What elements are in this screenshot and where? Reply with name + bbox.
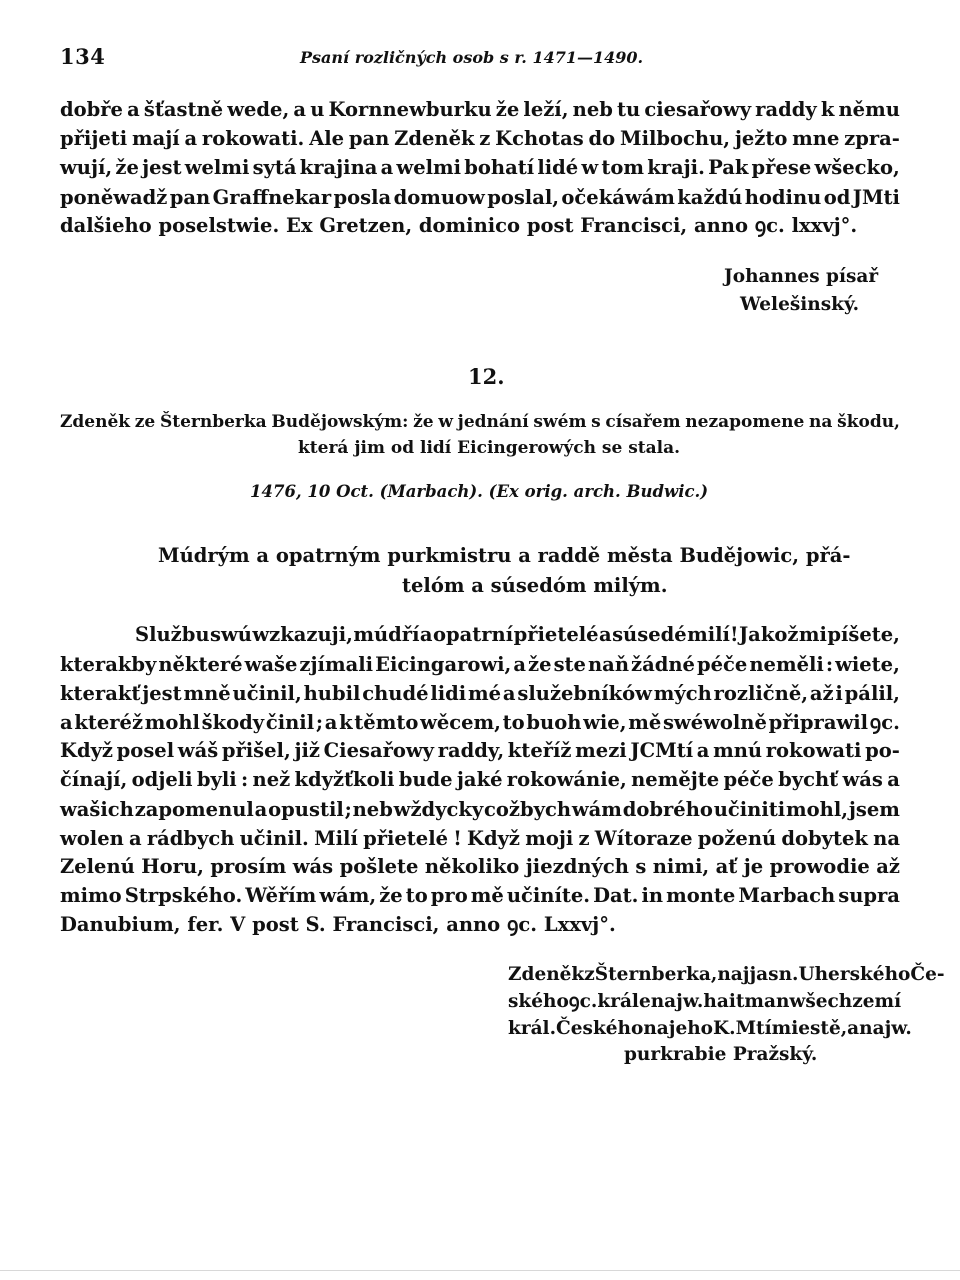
word: :	[241, 768, 249, 791]
word: dobytek	[781, 827, 868, 850]
word: neb	[352, 798, 393, 821]
word: wáš	[177, 739, 219, 762]
word: píšete,	[827, 623, 900, 646]
word: a	[696, 739, 710, 762]
word: Če-	[910, 964, 945, 985]
word: Budějowským:	[271, 412, 409, 432]
word: mě	[470, 884, 504, 907]
word: a	[380, 156, 394, 179]
word: škody	[201, 711, 265, 734]
word: že	[528, 653, 552, 676]
word: šťastně	[143, 98, 224, 121]
word: ste	[553, 653, 586, 676]
word: a	[184, 127, 198, 150]
word: najjasn.	[717, 964, 799, 985]
word: dobře	[60, 98, 123, 121]
word: wiete,	[835, 653, 900, 676]
word: neměli	[749, 653, 824, 676]
word: i	[835, 682, 843, 705]
word: wám,	[319, 884, 377, 907]
word: odjeli	[131, 768, 193, 791]
word: přietelé	[363, 827, 449, 850]
word: wie,	[583, 711, 627, 734]
word: kraji.	[647, 156, 705, 179]
word: poslal,	[487, 186, 560, 209]
word: posla	[333, 186, 392, 209]
word: každú	[677, 186, 743, 209]
word: jest	[142, 156, 182, 179]
word: bude	[398, 768, 453, 791]
word: Šternberka,	[594, 964, 718, 985]
word: a	[324, 711, 338, 734]
word: wěcem,	[420, 711, 501, 734]
word: Wěřím	[245, 884, 317, 907]
word: Milí	[314, 827, 358, 850]
word: těmto	[354, 711, 419, 734]
word: cožbych	[484, 798, 572, 821]
page-number: 134	[60, 44, 106, 69]
word: mě	[628, 711, 662, 734]
body-line	[60, 829, 900, 849]
word: welmi	[396, 156, 462, 179]
word: mají	[131, 127, 180, 150]
word: Českého	[556, 1018, 644, 1039]
letter-11-line	[60, 158, 900, 178]
word: jest	[142, 682, 182, 705]
word: kterakby	[60, 653, 157, 676]
word: Dat.	[593, 884, 639, 907]
word: nemějte	[631, 768, 720, 791]
word: mimo	[60, 884, 122, 907]
word: Graffnekar	[212, 186, 332, 209]
word: přišel,	[221, 739, 291, 762]
word: žádné	[631, 653, 695, 676]
word: na	[809, 412, 833, 432]
word: prowodie	[769, 855, 870, 878]
word: Zelenú	[60, 855, 135, 878]
word: a	[129, 827, 142, 850]
word: súsedé	[612, 623, 687, 646]
word: učinil,	[232, 682, 302, 705]
word: dobrého	[622, 798, 713, 821]
word: raddy,	[437, 739, 505, 762]
word: wšecko,	[814, 156, 900, 179]
word: monte	[666, 884, 736, 907]
word: tu	[617, 98, 641, 121]
word: pálil,	[844, 682, 900, 705]
word: rokowati	[765, 739, 862, 762]
word: naň	[588, 653, 629, 676]
summary-line: která jim od lidí Eicingerowých se stala.	[298, 438, 681, 458]
word: supra	[838, 884, 900, 907]
signature-line: Johannes písař	[724, 266, 879, 287]
word: miestě,	[771, 1018, 848, 1039]
word: mohl,	[786, 798, 849, 821]
word: očekáwám	[561, 186, 675, 209]
letter-11-line	[60, 100, 900, 120]
word: wzkazuji,	[252, 623, 353, 646]
page-header	[60, 44, 900, 74]
word: z	[584, 964, 595, 985]
word: chudé	[362, 682, 429, 705]
word: in	[641, 884, 664, 907]
word: přietelé	[513, 623, 599, 646]
word: opustil	[268, 798, 344, 821]
word: a	[293, 98, 307, 121]
word: Mtí	[735, 1018, 772, 1039]
word: jaké	[456, 768, 503, 791]
signature-line: Welešinský.	[740, 294, 860, 315]
word: jiezdných	[525, 855, 629, 878]
word: Eicingarowi,	[375, 653, 512, 676]
word: jednání	[457, 412, 529, 432]
word: jeho	[668, 1018, 714, 1039]
word: je	[743, 855, 764, 878]
word: bohatí	[464, 156, 535, 179]
signature-line	[508, 993, 900, 1012]
word: ského	[508, 991, 569, 1012]
dating-line: 1476, 10 Oct. (Marbach). (Ex orig. arch. Budwic.)	[250, 482, 709, 501]
word: pro	[430, 884, 468, 907]
signature-line	[508, 1018, 912, 1039]
word: s	[635, 855, 647, 878]
letter-11-line	[60, 188, 900, 208]
word: péče	[697, 653, 748, 676]
word: kdyžťkoli	[294, 768, 395, 791]
word: pan	[169, 186, 211, 209]
address-line: Múdrým a opatrným purkmistru a raddě města Budějowic, přá-	[158, 544, 851, 567]
word: mnú	[713, 739, 763, 762]
word: Když	[467, 827, 520, 850]
body-line	[60, 857, 900, 877]
word: Šternberka	[159, 412, 267, 432]
word: než	[252, 768, 291, 791]
word: rokowánie,	[506, 768, 627, 791]
word: kterakť	[60, 682, 141, 705]
word: múdří	[353, 623, 420, 646]
word: od	[823, 186, 851, 209]
word: JCMtí	[630, 739, 694, 762]
word: rozličně,	[713, 682, 809, 705]
word: pošlete	[339, 855, 419, 878]
word: wšech	[789, 991, 853, 1012]
word: kteréž	[74, 711, 144, 734]
word: wují,	[60, 156, 113, 179]
word: přese	[751, 156, 812, 179]
word: a	[127, 98, 140, 121]
word: němu	[838, 98, 900, 121]
word: král.	[508, 1018, 557, 1039]
word: až	[809, 682, 834, 705]
word: :	[825, 653, 834, 676]
word: zapomenul	[134, 798, 254, 821]
word: poněwadž	[60, 186, 168, 209]
word: přijeti	[60, 127, 128, 150]
word: Když	[60, 739, 113, 762]
word: několiko	[424, 855, 520, 878]
word: !	[453, 827, 462, 850]
word: s	[591, 412, 601, 432]
word: z	[479, 127, 491, 150]
word: z	[578, 827, 590, 850]
signature-line: purkrabie Pražský.	[624, 1044, 818, 1065]
word: Ale	[309, 127, 345, 150]
word: mých	[653, 682, 712, 705]
word: ježto	[734, 127, 788, 150]
word: swéwolně	[662, 711, 767, 734]
word: Zdeněk	[508, 964, 585, 985]
word: na	[873, 827, 900, 850]
word: učiníte.	[506, 884, 591, 907]
word: kteříž	[507, 739, 572, 762]
word: zjímali	[299, 653, 374, 676]
word: až	[876, 855, 900, 878]
word: že	[379, 884, 403, 907]
word: wede,	[227, 98, 290, 121]
word: neb	[572, 98, 613, 121]
word: a	[887, 768, 900, 791]
word: a	[598, 623, 612, 646]
body-last-line: Danubium, fer. V post S. Francisci, anno ꝯc. Lxxvj°.	[60, 913, 616, 936]
word: Marbach	[738, 884, 836, 907]
word: Milbochu,	[619, 127, 731, 150]
word: wašich	[60, 798, 134, 821]
word: wás	[292, 855, 334, 878]
word: krále	[597, 991, 651, 1012]
word: to	[502, 711, 525, 734]
word: ať	[715, 855, 738, 878]
word: Horu,	[141, 855, 204, 878]
word: leží,	[523, 98, 569, 121]
word: škodu,	[837, 412, 900, 432]
word: Pak	[708, 156, 749, 179]
word: rádbych	[146, 827, 235, 850]
word: k	[339, 711, 353, 734]
word: Ciesařowy	[323, 739, 435, 762]
summary-line	[60, 414, 900, 431]
word: tom	[601, 156, 645, 179]
word: Jakož	[738, 623, 799, 646]
word: sytá	[252, 156, 297, 179]
word: že	[495, 98, 520, 121]
word: mně	[183, 682, 231, 705]
word: Zdeněk	[394, 127, 475, 150]
word: K.	[713, 1018, 736, 1039]
word: Zdeněk	[60, 412, 131, 432]
body-line	[60, 741, 900, 761]
word: hodinu	[744, 186, 822, 209]
word: na	[643, 1018, 669, 1039]
word: a	[513, 653, 527, 676]
word: najw.	[859, 1018, 912, 1039]
word: a	[847, 1018, 860, 1039]
word: již	[294, 739, 320, 762]
word: učinil.	[239, 827, 309, 850]
page-edge-divider	[0, 1270, 960, 1271]
word: zpra-	[844, 127, 900, 150]
word: že	[413, 412, 434, 432]
word: po-	[865, 739, 900, 762]
word: ze	[134, 412, 156, 432]
word: hubil	[303, 682, 361, 705]
word: mé	[468, 682, 502, 705]
signature-line	[508, 964, 945, 985]
word: ;	[344, 798, 352, 821]
word: lidi	[430, 682, 467, 705]
word: swém	[533, 412, 587, 432]
word: některé	[158, 653, 243, 676]
word: nimi,	[652, 855, 710, 878]
word: ciesařowy	[644, 98, 752, 121]
word: JMti	[852, 186, 900, 209]
word: rokowati.	[201, 127, 305, 150]
word: ;	[315, 711, 324, 734]
word: wám	[571, 798, 622, 821]
word: služebníków	[517, 682, 652, 705]
word: raddy	[755, 98, 817, 121]
word: mi	[798, 623, 827, 646]
word: k	[820, 98, 835, 121]
word: wolen	[60, 827, 124, 850]
word: učiniti	[713, 798, 786, 821]
word: mezi	[575, 739, 627, 762]
word: w	[438, 412, 453, 432]
word: byli	[196, 768, 237, 791]
body-line	[60, 886, 900, 906]
word: posel	[116, 739, 175, 762]
word: mohl	[144, 711, 200, 734]
word: krajina	[299, 156, 378, 179]
word: milí!	[687, 623, 739, 646]
word: poženú	[697, 827, 777, 850]
word: ꝯc.	[869, 711, 900, 734]
body-line	[60, 655, 900, 675]
word: pan	[348, 127, 390, 150]
word: a	[502, 682, 516, 705]
word: Službu	[135, 623, 210, 646]
body-line	[60, 713, 900, 733]
word: to	[405, 884, 428, 907]
word: mne	[792, 127, 840, 150]
word: Wítoraze	[594, 827, 693, 850]
word: Kornnewburku	[328, 98, 492, 121]
word: haitman	[703, 991, 790, 1012]
word: domuow	[393, 186, 485, 209]
word: welmi	[184, 156, 250, 179]
word: čínají,	[60, 768, 128, 791]
word: lidé	[537, 156, 579, 179]
body-line	[60, 800, 900, 820]
running-title: Psaní rozličných osob s r. 1471—1490.	[300, 48, 644, 67]
word: že	[115, 156, 139, 179]
word: a	[419, 623, 433, 646]
word: ꝯc.	[568, 991, 598, 1012]
body-line	[60, 770, 900, 790]
word: buoh	[526, 711, 582, 734]
word: bychť	[778, 768, 839, 791]
word: jsem	[848, 798, 900, 821]
letter-11-line	[60, 129, 900, 149]
word: činil	[265, 711, 315, 734]
address-line: telóm a súsedóm milým.	[402, 574, 668, 597]
word: do	[588, 127, 616, 150]
word: najw.	[650, 991, 704, 1012]
letter-11-last-line: dalšieho poselstwie. Ex Gretzen, dominico post Francisci, anno ꝯc. lxxvj°.	[60, 214, 858, 237]
word: a	[254, 798, 268, 821]
word: wás	[842, 768, 883, 791]
word: připrawil	[768, 711, 869, 734]
word: Strpského.	[124, 884, 243, 907]
word: waše	[244, 653, 298, 676]
body-line	[135, 625, 900, 645]
word: moji	[525, 827, 574, 850]
word: císařem	[605, 412, 681, 432]
word: opatrní	[433, 623, 514, 646]
word: Uherského	[798, 964, 911, 985]
word: prosím	[210, 855, 287, 878]
word: wždycky	[393, 798, 484, 821]
word: nezapomene	[685, 412, 805, 432]
word: u	[310, 98, 325, 121]
word: w	[581, 156, 599, 179]
word: zemí	[852, 991, 902, 1012]
body-line	[60, 684, 900, 704]
word: a	[60, 711, 73, 734]
word: swú	[210, 623, 252, 646]
letter-number: 12.	[468, 364, 505, 389]
word: péče	[723, 768, 774, 791]
word: Kchotas	[495, 127, 584, 150]
